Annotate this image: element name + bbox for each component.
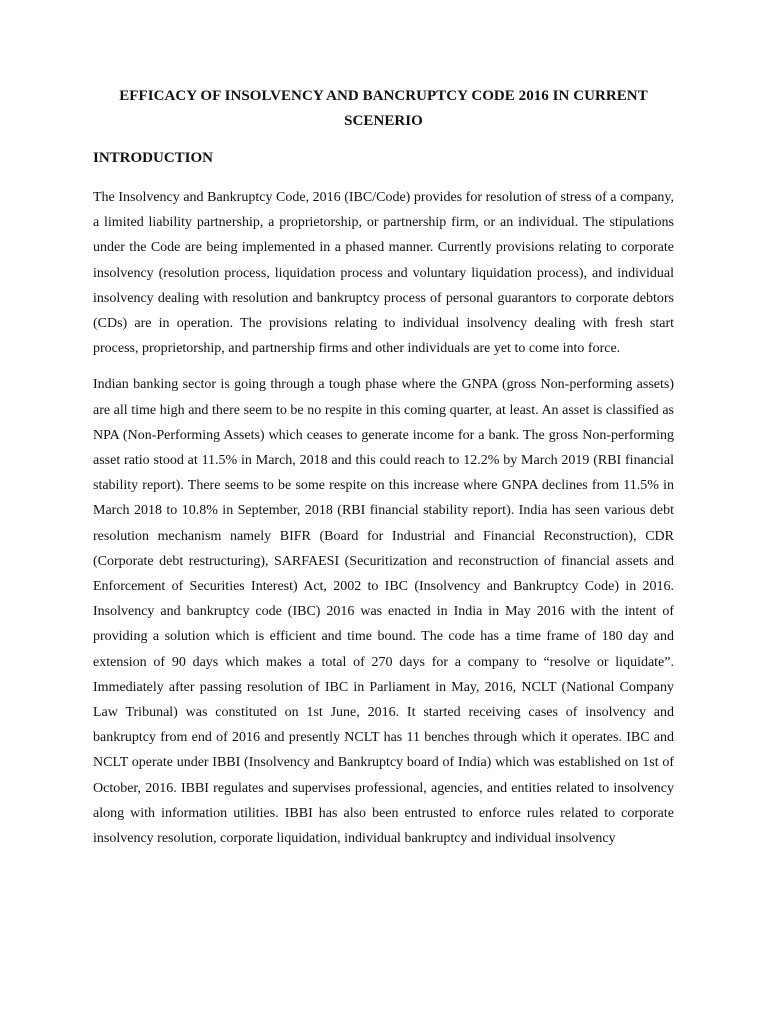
section-heading-introduction: INTRODUCTION	[93, 150, 214, 166]
paragraph: The Insolvency and Bankruptcy Code, 2016 (IBC/Code) provides for resolution of stress of a company, a limited liability partnership, a proprietorship, or partnership firm, or an individual. The stipulations under the Code are being implemented in a phased manner. Currently provisions relating to corporate insolvency (resolution process, liquidation process and voluntary liquidation process), and individual insolvency dealing with resolution and bankruptcy process of personal guarantors to corporate debtors (CDs) are in operation. The provisions relating to individual insolvency dealing with fresh start process, proprietorship, and partnership firms and other individuals are yet to come into force.	[93, 190, 674, 357]
document-title: EFFICACY OF INSOLVENCY AND BANCRUPTCY CODE 2016 IN CURRENT SCENERIO	[119, 88, 648, 129]
document-body	[93, 84, 674, 851]
paragraph: Indian banking sector is going through a tough phase where the GNPA (gross Non-performing assets) are all time high and there seem to be no respite in this coming quarter, at least. An asset is classified as NPA (Non-Performing Assets) which ceases to generate income for a bank. The gross Non-performing asset ratio stood at 11.5% in March, 2018 and this could reach to 12.2% by March 2019 (RBI financial stability report). There seems to be some respite on this increase where GNPA declines from 11.5% in March 2018 to 10.8% in September, 2018 (RBI financial stability report). India has seen various debt resolution mechanism namely BIFR (Board for Industrial and Financial Reconstruction), CDR (Corporate debt restructuring), SARFAESI (Securitization and reconstruction of financial assets and Enforcement of Securities Interest) Act, 2002 to IBC (Insolvency and Bankruptcy Code) in 2016. Insolvency and bankruptcy code (IBC) 2016 was enacted in India in May 2016 with the intent of providing a solution which is efficient and time bound. The code has a time frame of 180 day and extension of 90 days which makes a total of 270 days for a company to “resolve or liquidate”. Immediately after passing resolution of IBC in Parliament in May, 2016, NCLT (National Company Law Tribunal) was constituted on 1st June, 2016. It started receiving cases of insolvency and bankruptcy from end of 2016 and presently NCLT has 11 benches through which it operates. IBC and NCLT operate under IBBI (Insolvency and Bankruptcy board of India) which was established on 1st of October, 2016. IBBI regulates and supervises professional, agencies, and entities related to insolvency along with information utilities. IBBI has also been entrusted to enforce rules related to corporate insolvency resolution, corporate liquidation, individual bankruptcy and individual insolvency	[93, 377, 674, 847]
